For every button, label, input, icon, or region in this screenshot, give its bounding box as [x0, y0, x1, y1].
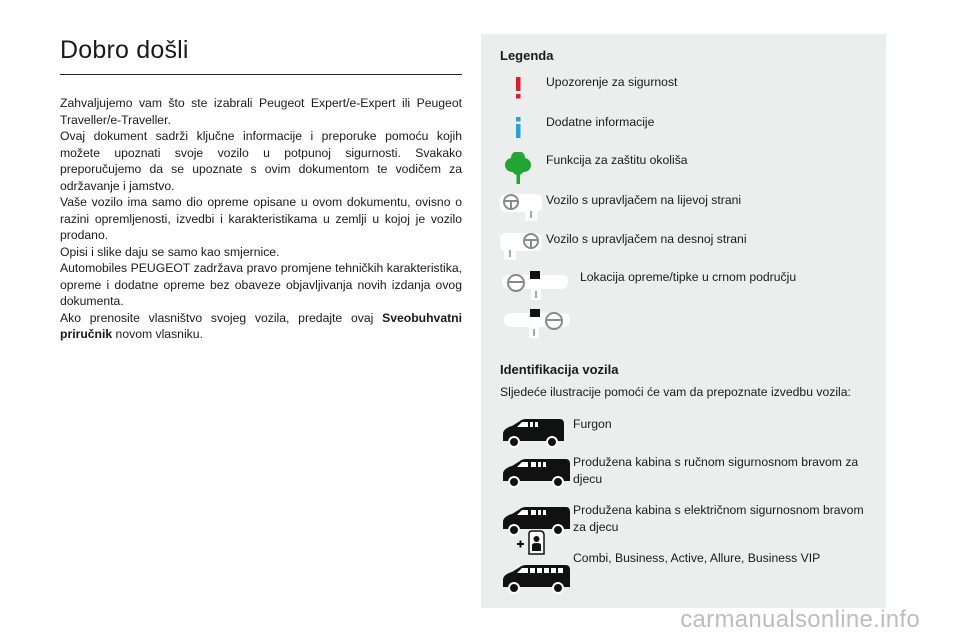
watermark: carmanualsonline.info	[680, 606, 920, 633]
exclamation-icon	[500, 74, 540, 108]
steering-left-icon	[500, 192, 544, 226]
vehicle-label: Produžena kabina s električnom sigurnosnom bravom za djecu	[573, 503, 864, 534]
manual-name: Sveobuhvatni priručnik	[60, 310, 462, 341]
vehicle-crew-cab-manual	[500, 454, 870, 494]
dashboard-zone-icon-rhd	[502, 308, 572, 340]
minibus-icon	[500, 560, 572, 596]
intro-paragraph: Ovaj dokument sadrži ključne informacije i preporuke pomoću kojih možete upoznati svoje vozilo u potpunoj sigurnosti. Svakako preporučujemo da se upoznate s ovim dokumentom te vodičem za održavanje i jamstvo.	[60, 129, 462, 193]
intro-text	[60, 95, 462, 343]
vehicle-label: Produžena kabina s ručnom sigurnosnom bravom za djecu	[573, 455, 859, 486]
dashboard-zone-icon	[500, 270, 570, 302]
intro-paragraph: Automobiles PEUGEOT zadržava pravo promjene tehničkih karakteristika, opreme i dodatne opreme bez obaveze objavljivanja novih izdanja ovog dokumenta.	[60, 261, 462, 308]
page-title: Dobro došli	[60, 36, 462, 75]
text-span: novom vlasniku.	[112, 327, 203, 341]
intro-paragraph: Opisi i slike daju se samo kao smjernice.	[60, 244, 280, 259]
crew-cab-icon	[500, 454, 572, 490]
identification-title: Identifikacija vozila	[500, 362, 619, 377]
intro-paragraph: Zahvaljujemo vam što ste izabrali Peugeot Expert/e-Expert ili Peugeot Traveller/e-Traveller.	[60, 96, 462, 127]
legend-item-label: Vozilo s upravljačem na lijevoj strani	[546, 193, 742, 207]
text-span: Ako prenosite vlasništvo svojeg vozila, predajte ovaj	[60, 310, 383, 325]
legend-item-label: Lokacija opreme/tipke u crnom području	[580, 270, 797, 284]
legend-item-lhd	[500, 192, 870, 226]
legend-item-environment	[500, 152, 870, 186]
legend-item-equipment-location	[500, 270, 870, 340]
legend-item-warning	[500, 74, 870, 108]
vehicle-label: Combi, Business, Active, Allure, Business VIP	[573, 551, 821, 565]
legend-item-info	[500, 114, 870, 148]
steering-right-icon	[500, 231, 544, 265]
intro-paragraph-last	[60, 310, 462, 343]
leaf-icon	[500, 152, 540, 186]
legend-item-label: Dodatne informacije	[546, 115, 655, 129]
legend-title: Legenda	[500, 48, 554, 63]
legend-item-label: Vozilo s upravljačem na desnoj strani	[546, 232, 747, 246]
legend-item-label: Funkcija za zaštitu okoliša	[546, 153, 688, 167]
vehicle-van	[500, 414, 870, 450]
intro-column	[60, 36, 462, 343]
vehicle-label: Furgon	[573, 417, 612, 431]
identification-subtitle: Sljedeće ilustracije pomoći će vam da prepoznate izvedbu vozila:	[500, 385, 851, 399]
info-icon	[500, 114, 540, 148]
intro-paragraph: Vaše vozilo ima samo dio opreme opisane u ovom dokumentu, ovisno o razini opremljenosti, izvedbi i karakteristikama u zemlji u kojoj je vozilo prodano.	[60, 195, 462, 242]
van-icon	[500, 414, 572, 450]
legend-panel	[481, 34, 886, 608]
legend-item-label: Upozorenje za sigurnost	[546, 75, 678, 89]
vehicle-minibus	[500, 550, 870, 590]
legend-item-rhd	[500, 231, 870, 265]
